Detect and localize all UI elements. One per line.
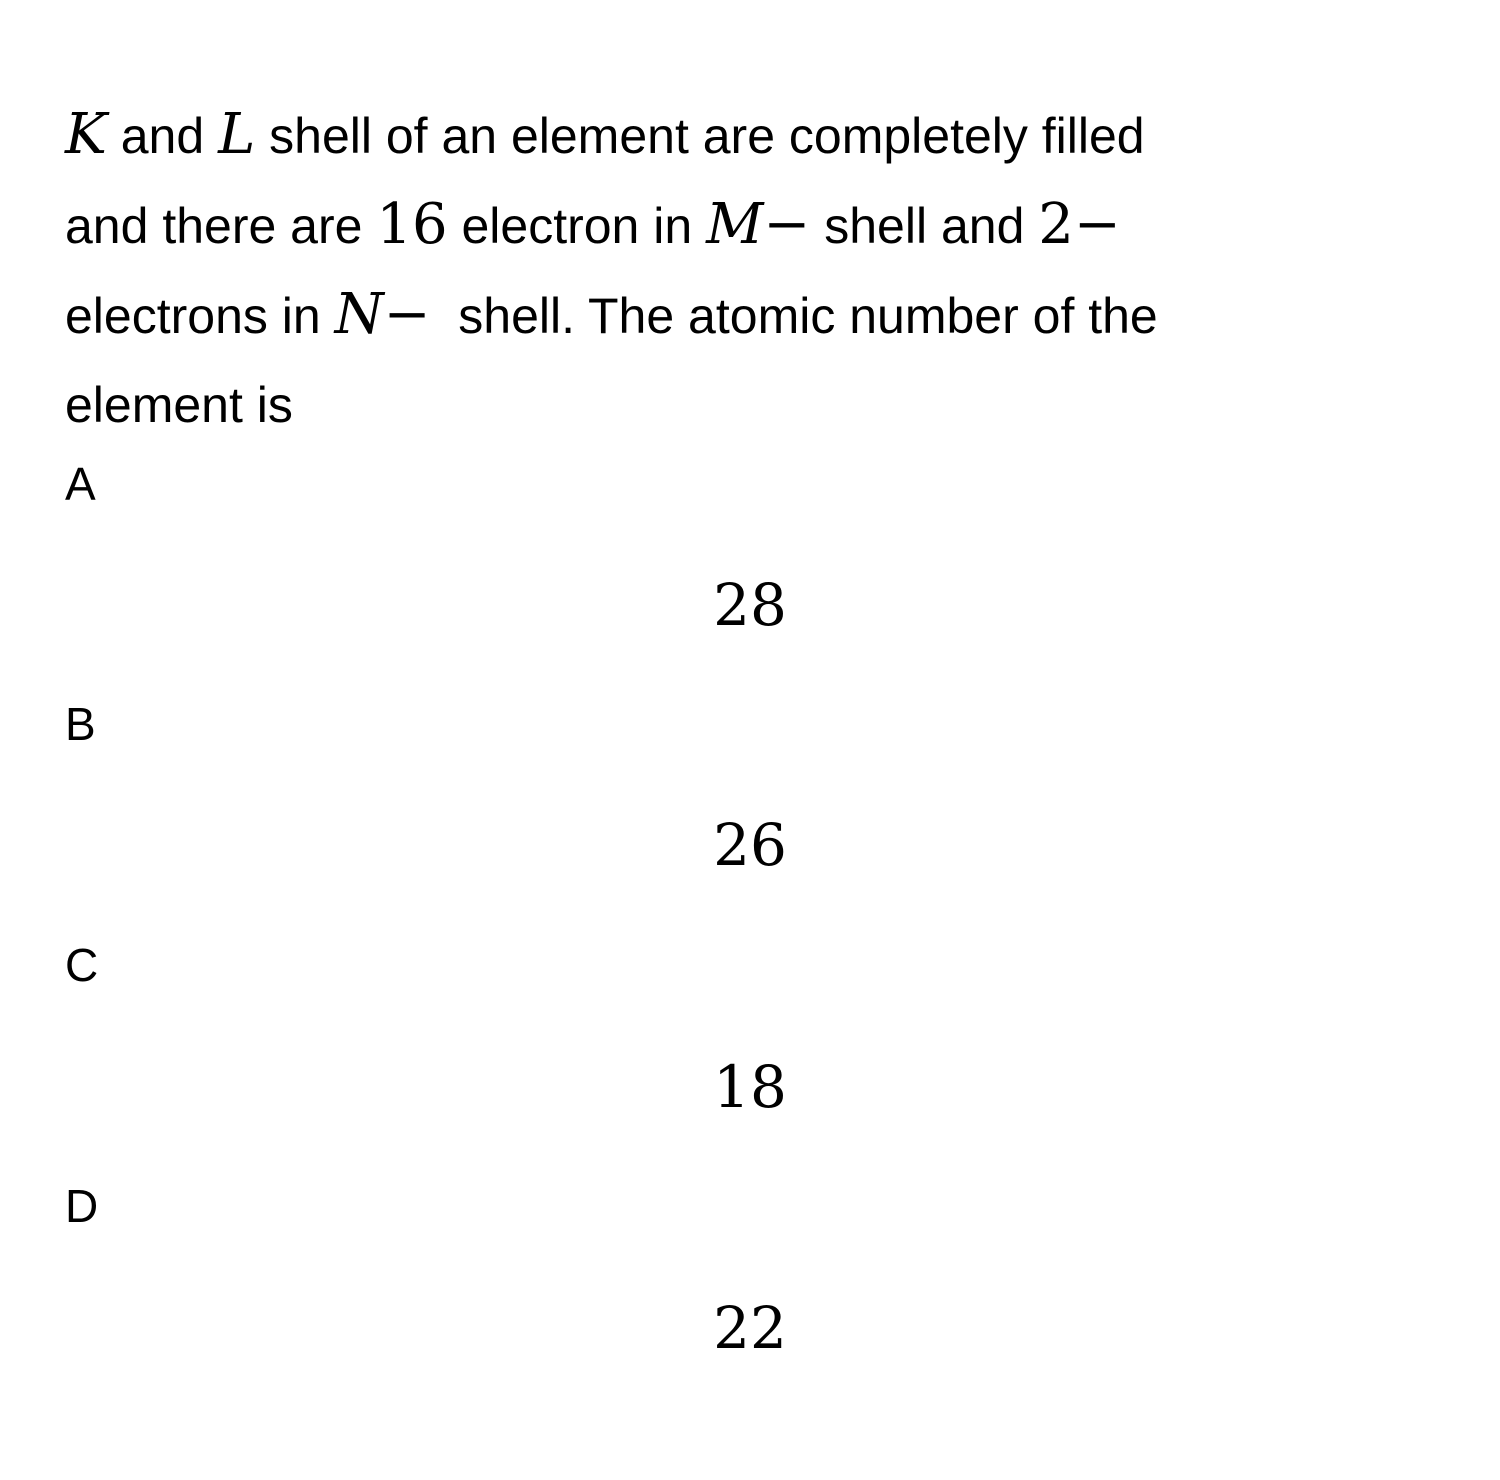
question-text-segment: and <box>106 108 219 164</box>
option-a-value[interactable]: 28 <box>713 571 787 639</box>
question-line-4 <box>65 360 1445 450</box>
question-line-1 <box>65 90 1445 180</box>
option-c-letter[interactable]: C <box>65 939 99 991</box>
math-var-m: M <box>706 192 764 257</box>
option-d-value[interactable]: 22 <box>713 1294 787 1362</box>
math-dash: − <box>1073 192 1121 257</box>
question-text-segment: shell and <box>810 198 1039 254</box>
question-text-segment: shell. The atomic number of the <box>430 288 1158 344</box>
question-text <box>65 90 1445 450</box>
option-d-letter[interactable]: D <box>65 1180 99 1232</box>
question-text-segment: shell of an element are completely filled <box>255 108 1145 164</box>
math-number-16: 16 <box>376 192 448 257</box>
math-dash: − <box>383 282 431 347</box>
math-dash: − <box>763 192 811 257</box>
option-a-letter[interactable]: A <box>65 458 96 510</box>
question-text-segment: electrons in <box>65 288 335 344</box>
math-var-k: K <box>65 102 107 167</box>
question-line-3 <box>65 270 1445 360</box>
question-text-segment: and there are <box>65 198 377 254</box>
question-text-segment: electron in <box>447 198 707 254</box>
math-var-n: N <box>334 282 384 347</box>
question-line-2 <box>65 180 1445 270</box>
option-c-value[interactable]: 18 <box>713 1053 787 1121</box>
question-text-segment: element is <box>65 377 293 433</box>
option-b-value[interactable]: 26 <box>713 811 787 879</box>
math-var-l: L <box>218 102 256 167</box>
option-b-letter[interactable]: B <box>65 698 96 750</box>
math-number-2: 2 <box>1038 192 1074 257</box>
